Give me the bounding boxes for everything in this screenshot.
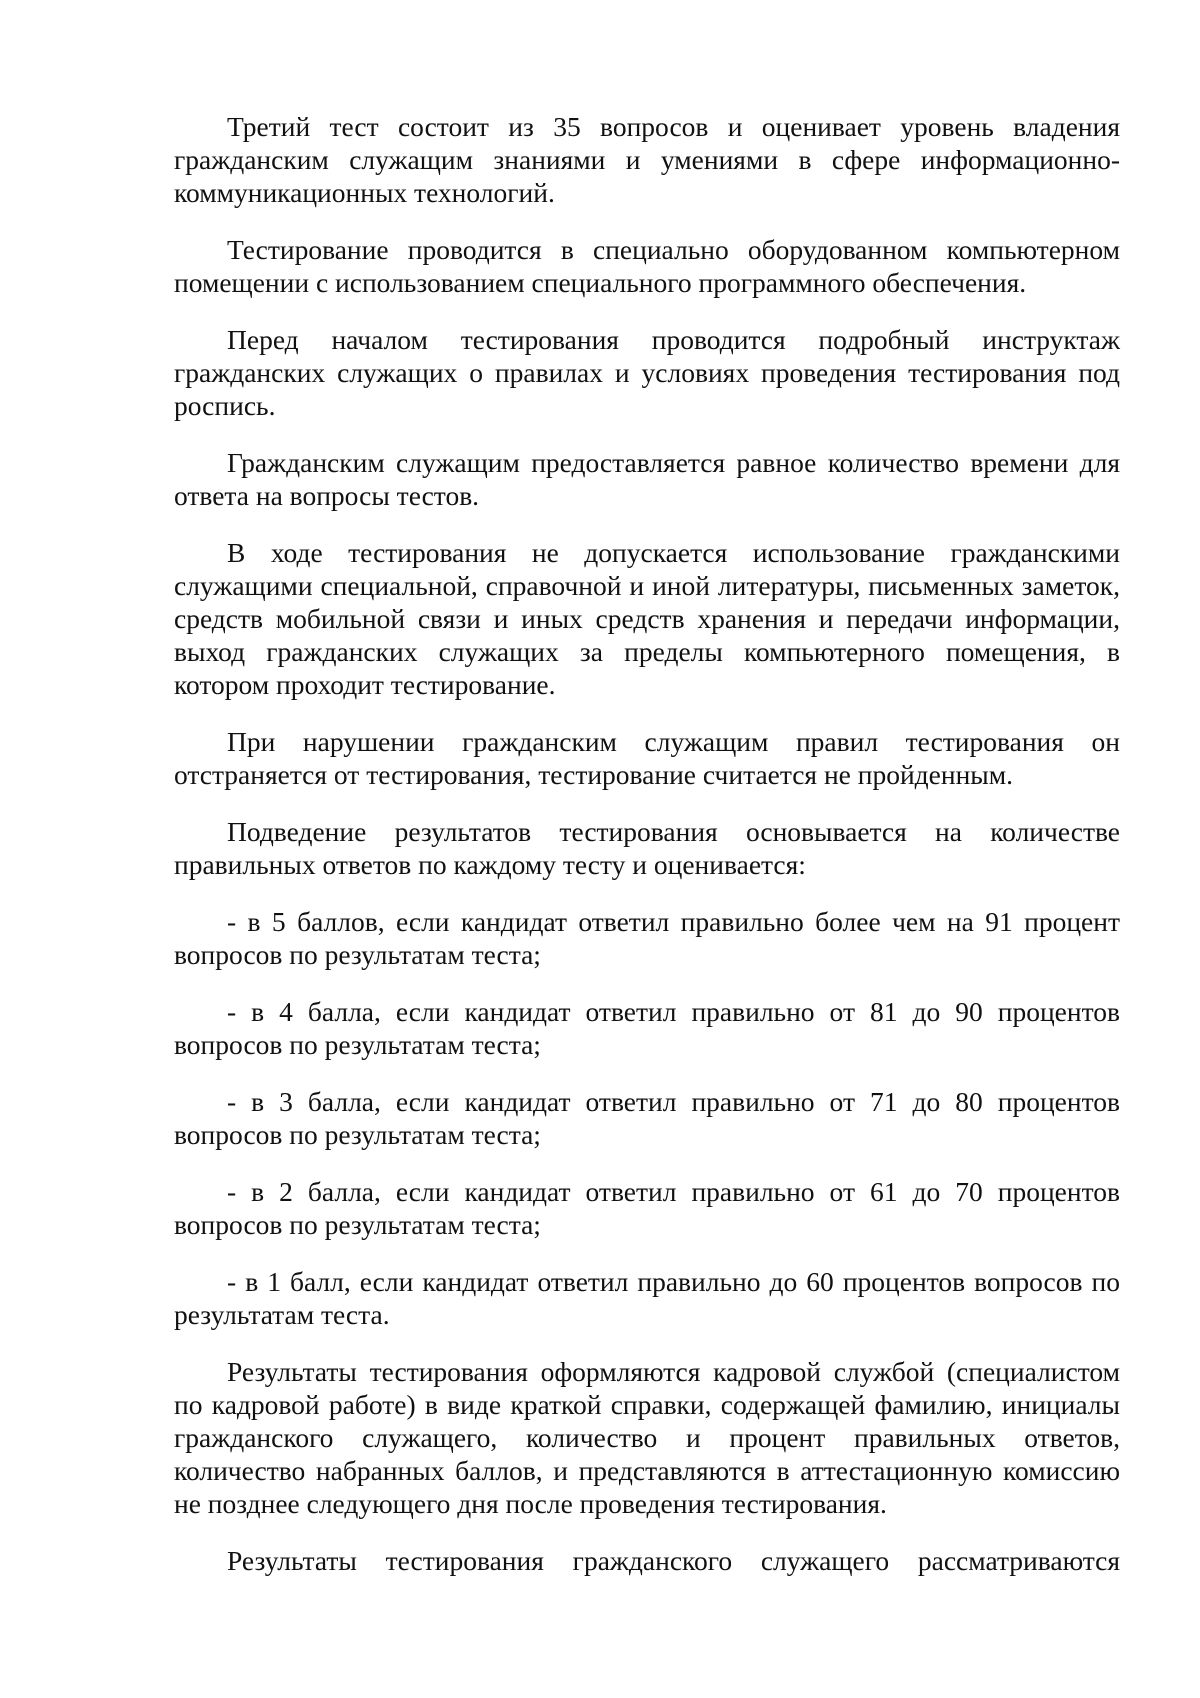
list-item-2-points: - в 2 балла, если кандидат ответил правильно от 61 до 70 процентов вопросов по результатам теста; [174, 1176, 1120, 1240]
paragraph-results-report: Результаты тестирования оформляются кадровой службой (специалистом по кадровой работе) в виде краткой справки, содержащей фамилию, инициалы гражданского служащего, количество и процент правильных ответов, количество набранных баллов, и представляются в аттестационную комиссию не позднее следующего дня после проведения тестирования. [174, 1356, 1120, 1519]
paragraph-equal-time: Гражданским служащим предоставляется равное количество времени для ответа на вопросы тестов. [174, 447, 1120, 511]
paragraph-briefing: Перед началом тестирования проводится подробный инструктаж гражданских служащих о правилах и условиях проведения тестирования под роспись. [174, 324, 1120, 421]
list-item-4-points: - в 4 балла, если кандидат ответил правильно от 81 до 90 процентов вопросов по результатам теста; [174, 996, 1120, 1060]
list-item-1-point: - в 1 балл, если кандидат ответил правильно до 60 процентов вопросов по результатам теста. [174, 1266, 1120, 1330]
paragraph-third-test: Третий тест состоит из 35 вопросов и оценивает уровень владения гражданским служащим знаниями и умениями в сфере информационно-коммуникационных технологий. [174, 111, 1120, 208]
paragraph-prohibitions: В ходе тестирования не допускается использование гражданскими служащими специальной, справочной и иной литературы, письменных заметок, средств мобильной связи и иных средств хранения и передачи информации, выход гражданских служащих за пределы компьютерного помещения, в котором проходит тестирование. [174, 537, 1120, 700]
paragraph-results-basis: Подведение результатов тестирования основывается на количестве правильных ответов по каждому тесту и оценивается: [174, 816, 1120, 880]
list-item-3-points: - в 3 балла, если кандидат ответил правильно от 71 до 80 процентов вопросов по результатам теста; [174, 1086, 1120, 1150]
paragraph-violation: При нарушении гражданским служащим правил тестирования он отстраняется от тестирования, тестирование считается не пройденным. [174, 726, 1120, 790]
document-page [174, 110, 1120, 1577]
paragraph-testing-room: Тестирование проводится в специально оборудованном компьютерном помещении с использованием специального программного обеспечения. [174, 234, 1120, 298]
list-item-5-points: - в 5 баллов, если кандидат ответил правильно более чем на 91 процент вопросов по результатам теста; [174, 906, 1120, 970]
paragraph-results-review: Результаты тестирования гражданского служащего рассматриваются [227, 1545, 1120, 1576]
